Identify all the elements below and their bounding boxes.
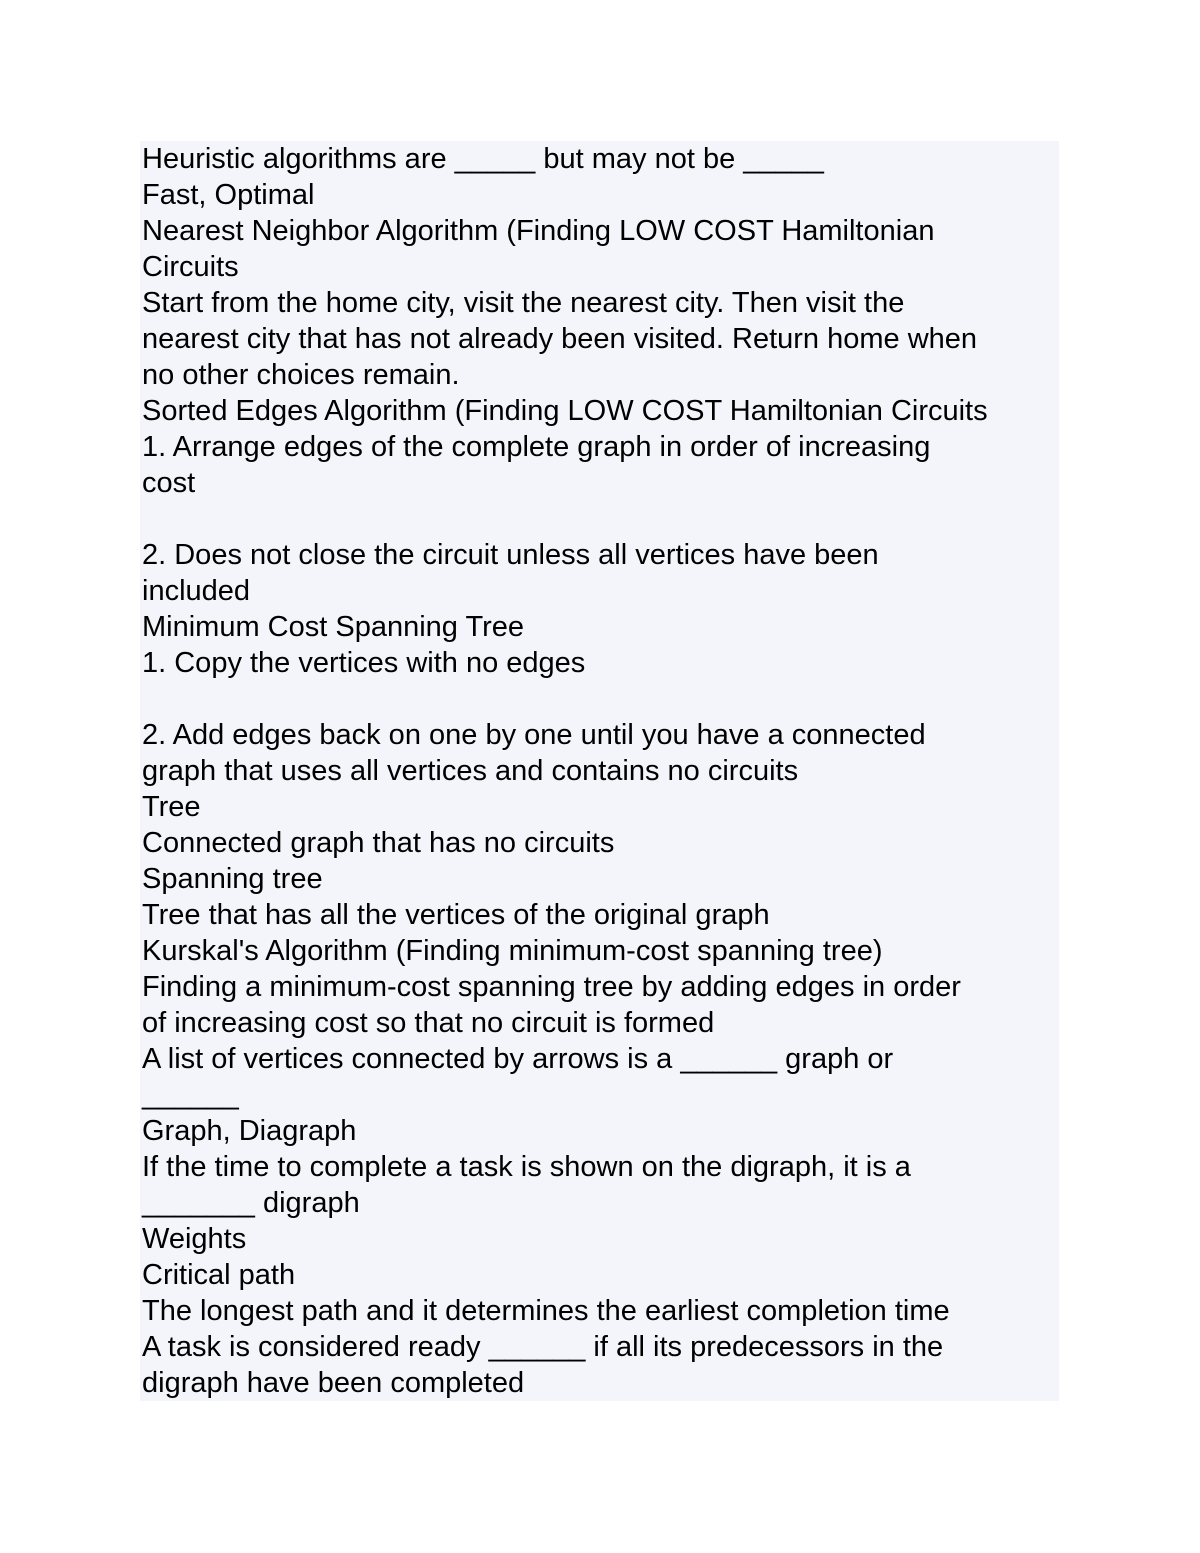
text-line: cost <box>142 467 196 499</box>
text-line: included <box>142 575 251 607</box>
text-line: 1. Copy the vertices with no edges <box>142 647 586 679</box>
text-line: Sorted Edges Algorithm (Finding LOW COST Hamiltonian Circuits <box>142 395 988 427</box>
text-line: of increasing cost so that no circuit is formed <box>142 1007 715 1039</box>
text-line: no other choices remain. <box>142 359 460 391</box>
text-line: A task is considered ready ______ if all its predecessors in the <box>142 1331 944 1363</box>
text-line: Minimum Cost Spanning Tree <box>142 611 524 643</box>
text-line: Start from the home city, visit the nearest city. Then visit the <box>142 287 905 319</box>
text-line: 2. Does not close the circuit unless all vertices have been <box>142 539 879 571</box>
text-line: Finding a minimum-cost spanning tree by adding edges in order <box>142 971 961 1003</box>
text-line: Nearest Neighbor Algorithm (Finding LOW COST Hamiltonian <box>142 215 935 247</box>
blank-line <box>142 501 1059 537</box>
text-line: Kurskal's Algorithm (Finding minimum-cost spanning tree) <box>142 935 883 967</box>
text-line: 2. Add edges back on one by one until you have a connected <box>142 719 926 751</box>
text-line: Weights <box>142 1223 247 1255</box>
text-line: graph that uses all vertices and contains no circuits <box>142 755 799 787</box>
text-line: Critical path <box>142 1259 296 1291</box>
blank-line <box>142 681 1059 717</box>
text-line: digraph have been completed <box>142 1367 525 1399</box>
text-line: The longest path and it determines the earliest completion time <box>142 1295 950 1327</box>
text-line: Tree <box>142 791 201 823</box>
text-line: Heuristic algorithms are _____ but may not be _____ <box>142 143 824 175</box>
text-line: Fast, Optimal <box>142 179 315 211</box>
text-line: _______ digraph <box>142 1187 360 1219</box>
text-line: Graph, Diagraph <box>142 1115 357 1147</box>
text-line: ______ <box>142 1079 239 1111</box>
text-line: If the time to complete a task is shown on the digraph, it is a <box>142 1151 911 1183</box>
text-line: Spanning tree <box>142 863 323 895</box>
text-line: nearest city that has not already been visited. Return home when <box>142 323 978 355</box>
text-line: Tree that has all the vertices of the original graph <box>142 899 770 931</box>
text-line: A list of vertices connected by arrows is a ______ graph or <box>142 1043 894 1075</box>
text-line: 1. Arrange edges of the complete graph in order of increasing <box>142 431 931 463</box>
text-block <box>140 141 1059 1401</box>
text-line: Connected graph that has no circuits <box>142 827 615 859</box>
text-line: Circuits <box>142 251 239 283</box>
